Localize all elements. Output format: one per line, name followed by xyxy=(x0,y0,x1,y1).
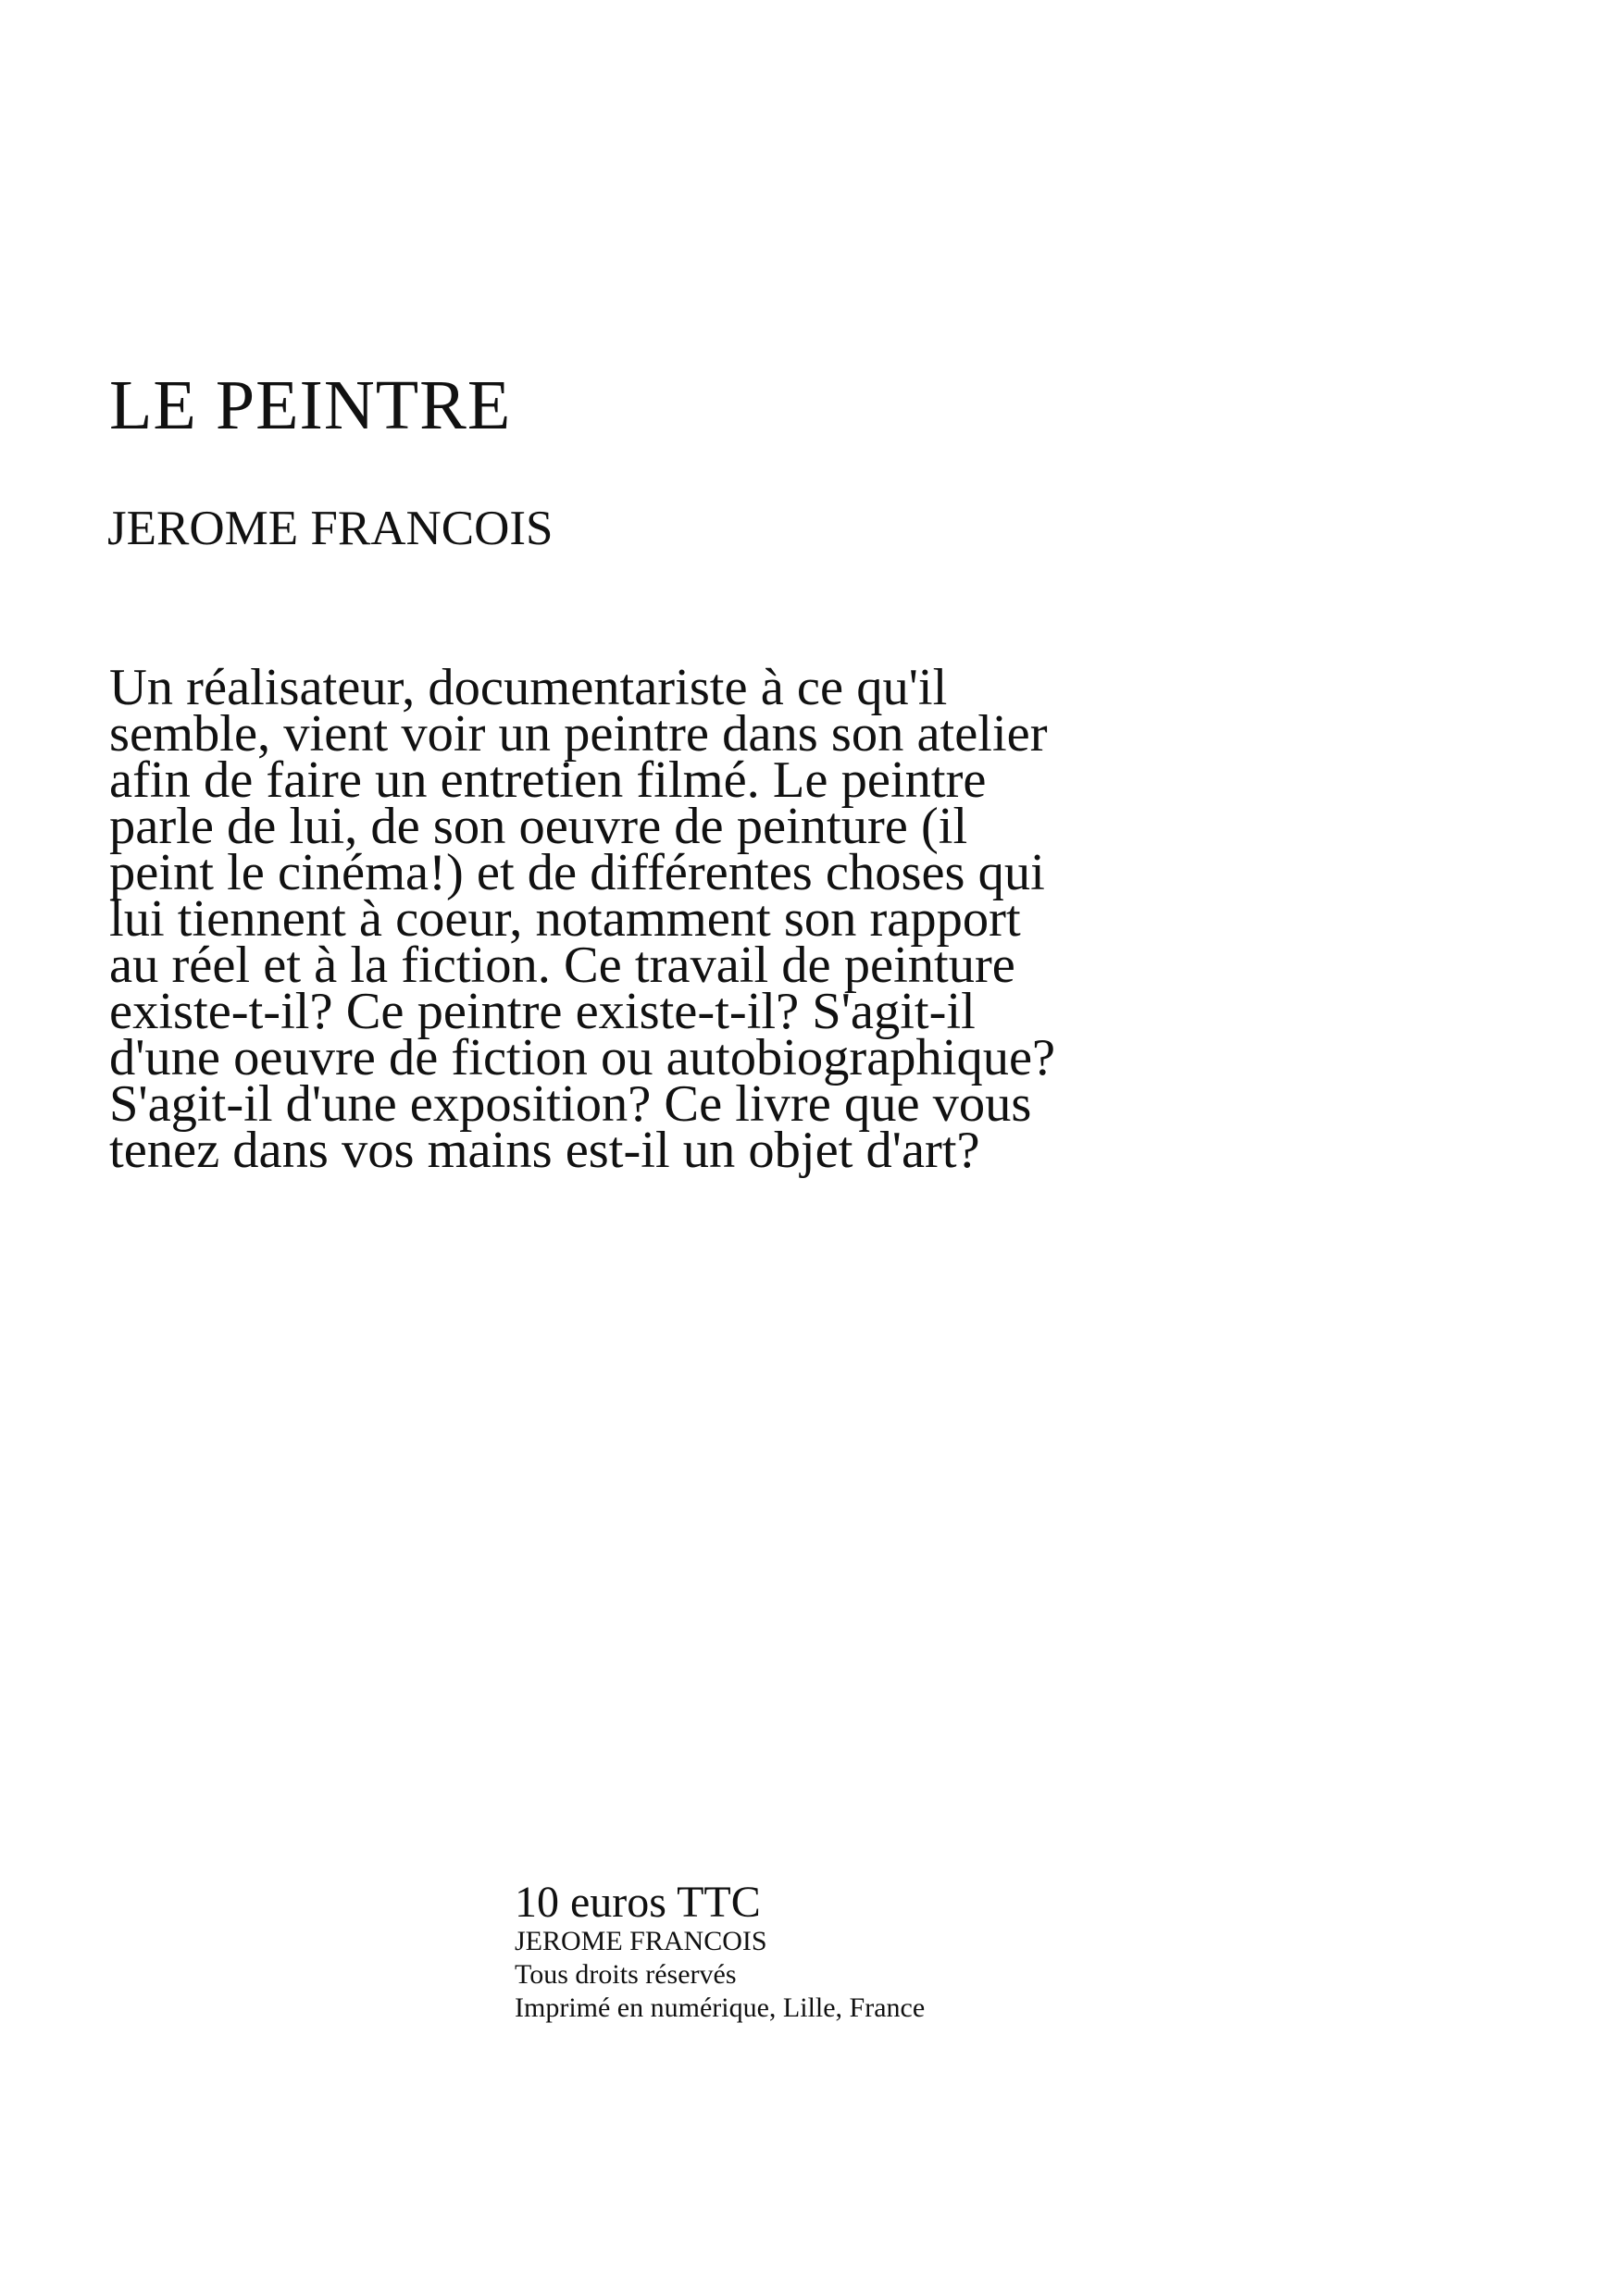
synopsis-line: d'une oeuvre de fiction ou autobiographique? xyxy=(109,1029,1056,1086)
book-title: LE PEINTRE xyxy=(109,366,512,444)
synopsis-line: afin de faire un entretien filmé. Le peintre xyxy=(109,751,987,809)
synopsis-paragraph xyxy=(109,659,1257,1179)
colophon-author: JEROME FRANCOIS xyxy=(515,1926,767,1956)
synopsis-line: lui tiennent à coeur, notamment son rapport xyxy=(109,890,1021,948)
price: 10 euros TTC xyxy=(515,1878,761,1927)
rights-notice: Tous droits réservés xyxy=(515,1959,737,1990)
synopsis-line: tenez dans vos mains est-il un objet d'art? xyxy=(109,1122,980,1179)
synopsis-line: existe-t-il? Ce peintre existe-t-il? S'agit-il xyxy=(109,983,976,1040)
author-name: JEROME FRANCOIS xyxy=(107,502,554,555)
synopsis-line: Un réalisateur, documentariste à ce qu'il xyxy=(109,659,948,716)
colophon xyxy=(515,1880,1163,2025)
synopsis-line: S'agit-il d'une exposition? Ce livre que vous xyxy=(109,1075,1032,1133)
synopsis-line: parle de lui, de son oeuvre de peinture (il xyxy=(109,798,968,855)
printing-info: Imprimé en numérique, Lille, France xyxy=(515,1992,926,2023)
synopsis-line: peint le cinéma!) et de différentes choses qui xyxy=(109,844,1045,901)
synopsis-line: semble, vient voir un peintre dans son atelier xyxy=(109,705,1048,763)
synopsis-line: au réel et à la fiction. Ce travail de peinture xyxy=(109,937,1015,994)
